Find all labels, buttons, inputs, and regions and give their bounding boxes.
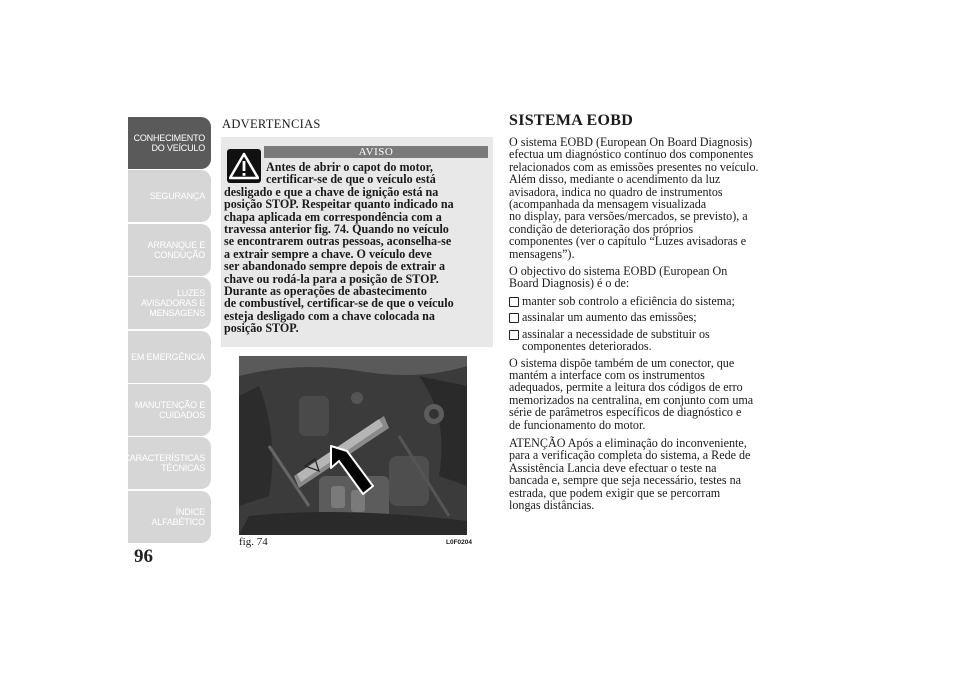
tab-caracteristicas[interactable]: CARACTERÍSTICAS TÉCNICAS bbox=[128, 437, 211, 489]
section-heading-advertencias: ADVERTENCIAS bbox=[222, 117, 321, 131]
list-item: assinalar a necessidade de substituir os componentes deteriorados. bbox=[509, 328, 799, 353]
paragraph-4: ATENÇÃO Após a eliminação do inconveniente, para a verificação completa do sistema, a Rede de Assistência Lancia deve efectuar o teste na bancada e, sempre que seja necessário, testes na estrada, que podem exigir que se percorram longas distâncias. bbox=[509, 435, 751, 512]
tab-conhecimento-do-veiculo[interactable]: CONHECIMENTO DO VEÍCULO bbox=[128, 117, 211, 169]
tab-arranque-e-conducao[interactable]: ARRANQUE E CONDUÇÃO bbox=[128, 224, 211, 276]
engine-bay-photo bbox=[239, 356, 467, 535]
chapter-tabs bbox=[123, 117, 211, 544]
section-title-eobd: SISTEMA EOBD bbox=[509, 112, 634, 129]
checkbox-bullet-icon bbox=[509, 330, 519, 340]
checkbox-bullet-icon bbox=[509, 297, 519, 307]
paragraph-3: O sistema dispõe também de um conector, que mantém a interface com os instrumentos adequados, permite a leitura dos códigos de erro memorizados na centralina, em conjunto com uma série de parâmetros específicos de diagnóstico e de funcionamento do motor. bbox=[509, 355, 754, 432]
figure-caption: fig. 74 bbox=[239, 536, 268, 548]
tab-manutencao[interactable]: MANUTENÇÃO E CUIDADOS bbox=[128, 384, 211, 436]
tab-indice[interactable]: ÍNDICE ALFABÉTICO bbox=[128, 491, 211, 543]
paragraph-1: O sistema EOBD (European On Board Diagnosis) efectua um diagnóstico contínuo dos componentes relacionados com as emissões presentes no veículo. Além disso, mediante o acendimento da luz avisadora, indica no quadro de instrumentos (acompanhada da mensagem visualizada no display, para versões/mercados, se previsto), a condição de deterioração dos próprios componentes (ver o capítulo “Luzes avisadoras e mensagens”). bbox=[509, 135, 759, 261]
page-number: 96 bbox=[134, 546, 153, 567]
list-item: assinalar um aumento das emissões; bbox=[509, 311, 799, 323]
list-item: manter sob controlo a eficiência do sistema; bbox=[509, 295, 799, 307]
eobd-body bbox=[509, 136, 799, 516]
paragraph-2: O objectivo do sistema EOBD (European On Board Diagnosis) é o de: bbox=[509, 264, 728, 291]
warning-text: Antes de abrir o capot do motor, certificar-se de que o veículo está desligado e que a chave de ignição está na posição STOP. Respeitar quanto indicado na chapa aplicada em correspondência com a travessa anterior fig. 74. Quando no veículo se encontrarem outras pessoas, aconselha-se a extrair sempre a chave. O veículo deve ser abandonado sempre depois de extrair a chave ou rodá-la para a posição de STOP. Durante as operações de abastecimento de combustível, certificar-se de que o veículo esteja desligado com a chave colocada na posição STOP. bbox=[224, 160, 454, 336]
tab-em-emergencia[interactable]: EM EMERGÊNCIA bbox=[128, 331, 211, 383]
figure-code: L0F0204 bbox=[446, 539, 473, 546]
checkbox-bullet-icon bbox=[509, 313, 519, 323]
tab-seguranca[interactable]: SEGURANÇA bbox=[128, 170, 211, 222]
tab-luzes-avisadoras[interactable]: LUZES AVISADORAS E MENSAGENS bbox=[128, 277, 211, 329]
warning-label: AVISO bbox=[264, 146, 488, 158]
